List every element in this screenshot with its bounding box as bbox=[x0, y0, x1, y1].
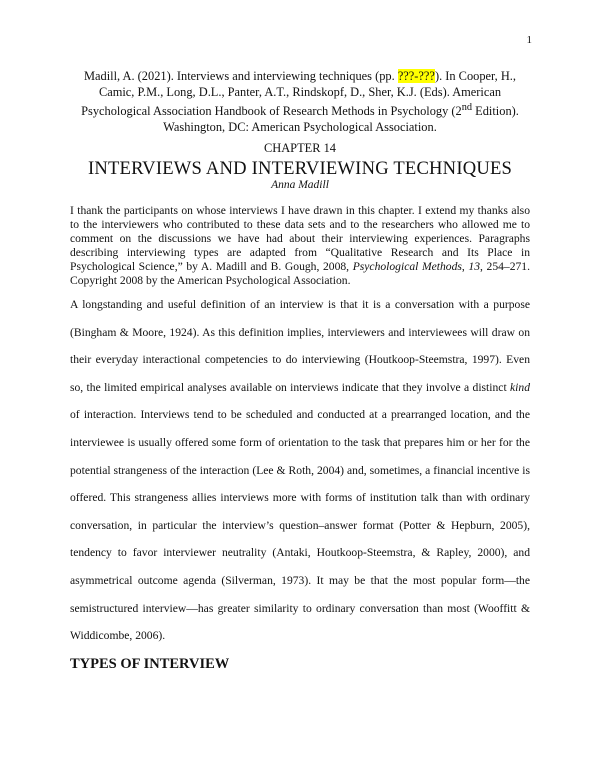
acknowledgment-text: I thank the participants on whose interviews I have drawn in this chapter. I extend my thanks also to the interviewers who contributed to these data sets and to the researchers who allowed me to comment on the discussions we have had about their interviewing experiences. Paragraphs describing interviewing types are adapted from “Qualitative Research and Its Place in Psychological Science,” by A. Madill and B. Gough, 2008, bbox=[70, 204, 530, 273]
body-emphasis: kind bbox=[510, 380, 530, 394]
citation-part1: Madill, A. (2021). Interviews and interviewing techniques (pp. bbox=[83, 69, 398, 83]
chapter-author: Anna Madill bbox=[271, 179, 329, 191]
body-paragraph bbox=[70, 291, 530, 650]
journal-volume: 13 bbox=[468, 260, 481, 273]
highlighted-pages-placeholder: ???-??? bbox=[397, 69, 435, 83]
section-heading: TYPES OF INTERVIEW bbox=[70, 656, 230, 672]
journal-name: Psychological Methods bbox=[352, 260, 462, 273]
acknowledgment-separator: , bbox=[461, 260, 469, 273]
page-number: 1 bbox=[526, 34, 532, 46]
chapter-title: INTERVIEWS AND INTERVIEWING TECHNIQUES bbox=[87, 158, 513, 179]
citation-part3: Edition). Washington, DC: American Psychological Association. bbox=[163, 104, 519, 135]
acknowledgment-paragraph bbox=[70, 204, 530, 288]
citation-part2: ). In Cooper, H., Camic, P.M., Long, D.L., Panter, A.T., Rindskopf, D., Sher, K.J. (Eds). American Psychological Association Handbook of Research Methods in Psychology (2 bbox=[81, 69, 516, 119]
edition-superscript: nd bbox=[461, 102, 473, 113]
body-text-part2: of interaction. Interviews tend to be scheduled and conducted at a prearranged location, and the interviewee is usually offered some form of orientation to the task that prepares him or her for the potential strangeness of the interaction (Lee & Roth, 2004) and, sometimes, a financial incentive is offered. This strangeness allies interviews more with forms of institution talk than with ordinary conversation, in particular the interview’s question–answer format (Potter & Hepburn, 2005), tendency to favor interviewer neutrality (Antaki, Houtkoop-Steemstra, & Rapley, 2000), and asymmetrical outcome agenda (Silverman, 1973). It may be that the most popular form—the semistructured interview—has greater similarity to ordinary conversation than most (Wooffitt & Widdicombe, 2006). bbox=[70, 408, 530, 643]
body-text-part1: A longstanding and useful definition of an interview is that it is a conversation with a purpose (Bingham & Moore, 1924). As this definition implies, interviewers and interviewees will draw on their everyday interactional competencies to do interviewing (Houtkoop-Steemstra, 1997). Even so, the limited empirical analyses available on interviews indicate that they involve a distinct bbox=[70, 298, 530, 394]
acknowledgment-copyright: , 254–271. Copyright 2008 by the American Psychological Association. bbox=[70, 260, 530, 287]
citation bbox=[70, 68, 530, 135]
chapter-label: CHAPTER 14 bbox=[264, 141, 336, 155]
